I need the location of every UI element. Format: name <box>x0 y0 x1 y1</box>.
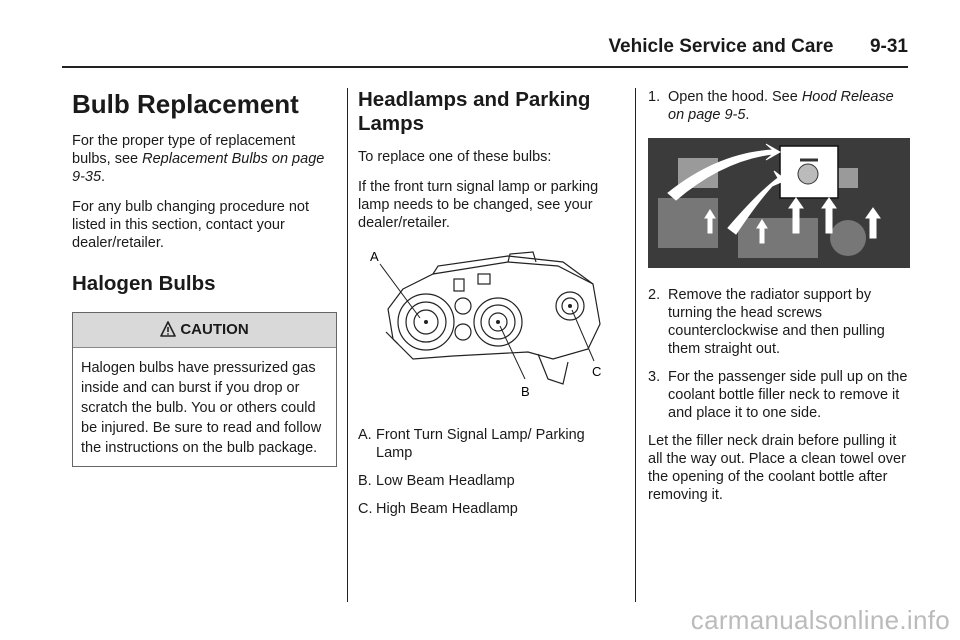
section-heading-headlamps: Headlamps and Parking Lamps <box>358 88 591 135</box>
column-3 <box>648 88 910 516</box>
column-divider <box>635 88 636 602</box>
page-number: 9-31 <box>869 36 908 57</box>
step-2 <box>648 286 910 358</box>
column-1 <box>72 88 337 467</box>
contact-paragraph: For any bulb changing procedure not listed in this section, contact your dealer/retailer. <box>72 199 309 251</box>
instruction-paragraph: To replace one of these bulbs: <box>358 149 552 165</box>
caution-label: CAUTION <box>180 321 249 338</box>
step-number: 3. <box>648 369 661 385</box>
legend-item <box>358 500 620 518</box>
header-rule <box>62 66 908 68</box>
step-number: 1. <box>648 89 661 105</box>
intro-text: For the proper type of replacement bulbs, see <box>72 133 296 167</box>
step-3 <box>648 368 910 422</box>
caution-header <box>73 313 336 348</box>
engine-bay-illustration <box>648 138 910 268</box>
page-title: Bulb Replacement <box>72 89 299 119</box>
section-heading-halogen: Halogen Bulbs <box>72 272 216 295</box>
warning-icon <box>160 321 176 339</box>
column-divider <box>347 88 348 602</box>
legend-text: Low Beam Headlamp <box>376 473 515 489</box>
step-text: Remove the radiator support by turning the head screws counterclockwise and then pulling them straight out. <box>668 287 885 357</box>
intro-paragraph <box>72 132 337 186</box>
step-1 <box>648 88 910 124</box>
caution-box <box>72 312 337 467</box>
step-1-text: Open the hood. See <box>668 89 802 105</box>
running-head <box>608 36 908 58</box>
legend-mark: C. <box>358 501 373 517</box>
step-number: 2. <box>648 287 661 303</box>
replacement-bulbs-link[interactable]: Replacement Bulbs on page 9-35 <box>72 151 325 185</box>
turn-signal-paragraph: If the front turn signal lamp or parking lamp needs to be changed, see your dealer/retailer. <box>358 179 599 231</box>
column-2 <box>358 88 620 528</box>
step-3-note: Let the filler neck drain before pulling it all the way out. Place a clean towel over the opening of the coolant bottle after removing it. <box>648 433 906 503</box>
intro-end: . <box>101 169 106 185</box>
legend-text: Front Turn Signal Lamp/ Parking Lamp <box>376 427 585 461</box>
watermark: carmanualsonline.info <box>690 605 950 635</box>
figure-label-b: B <box>521 384 530 399</box>
headlamp-diagram <box>358 244 608 409</box>
figure-label-a: A <box>370 249 379 264</box>
figure-legend <box>358 426 620 518</box>
hood-release-link[interactable]: Hood Release on page 9-5 <box>668 89 894 123</box>
figure-label-c: C <box>592 364 602 379</box>
step-text <box>668 88 910 124</box>
step-1-end: . <box>745 107 750 123</box>
section-title: Vehicle Service and Care <box>608 36 834 57</box>
legend-item <box>358 426 620 462</box>
legend-mark: A. <box>358 427 372 443</box>
legend-item <box>358 472 620 490</box>
legend-text: High Beam Headlamp <box>376 501 518 517</box>
legend-mark: B. <box>358 473 372 489</box>
step-text: For the passenger side pull up on the coolant bottle filler neck to remove it and place it to one side. <box>668 369 908 421</box>
caution-text: Halogen bulbs have pressurized gas inside and can burst if you drop or scratch the bulb. You or others could be injured. Be sure to read and follow the instructions on the bulb package. <box>81 360 322 456</box>
